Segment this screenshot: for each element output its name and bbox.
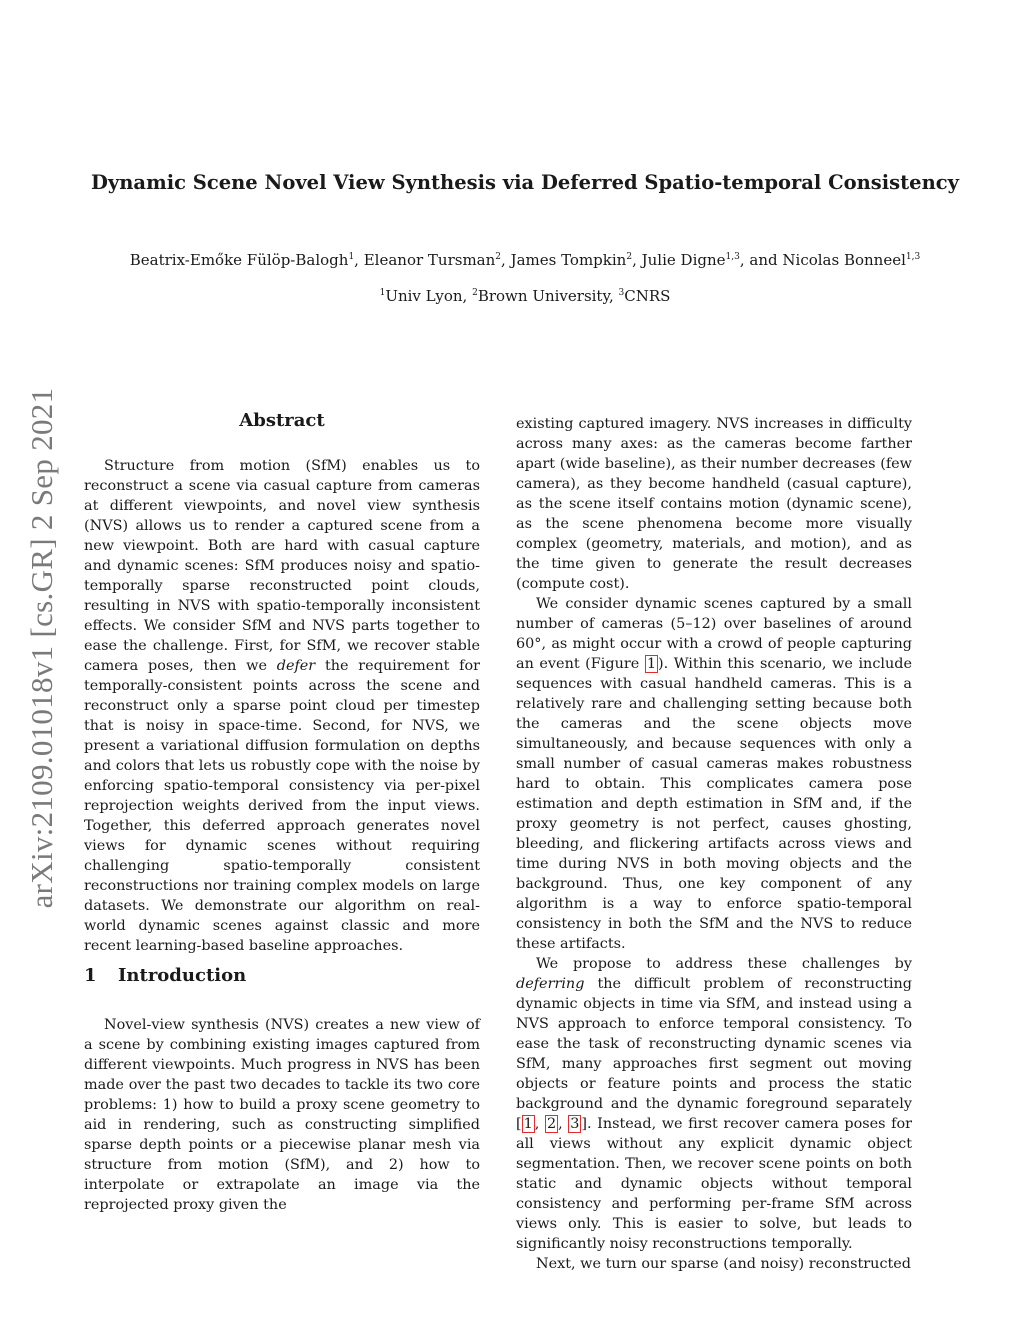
affiliation: Brown University: [477, 287, 609, 305]
citation-link[interactable]: 1: [523, 1116, 533, 1132]
intro-paragraph: Novel-view synthesis (NVS) creates a new view of a scene by combining existing images captured from different viewpoints. Much progress in NVS has been made over the past two decades to tackle its two core problems: 1) how to build a proxy scene geometry to aid in rendering, such as constructing simplified sparse depth points or a piecewise planar mesh via structure from motion (SfM), and 2) how to interpolate or extrapolate an image via the reprojected proxy given the: [84, 1017, 480, 1213]
intro-body-right: [516, 414, 912, 1274]
section-number: 1: [84, 965, 97, 986]
abstract-paragraph: [84, 456, 480, 956]
author-list: Beatrix-Emőke Fülöp-Balogh$^1$, Eleanor Tursman$^2$, James Tompkin$^2$, Julie Digne$^{1,3}$, and Nicolas Bonneel$^{1,3}$: [129, 251, 921, 269]
intro-text: ]. Instead, we first recover camera poses for all views without any explicit dynamic object segmentation. Then, we recover scene points on both static and dynamic objects without temporal consistency and performing per-frame SfM across views only. This is easier to solve, but leads to significantly noisy reconstructions temporally.: [516, 1116, 912, 1252]
author-name: Beatrix-Emőke Fülöp-Balogh: [129, 251, 349, 269]
citation-link[interactable]: 3: [570, 1116, 580, 1132]
figure-link[interactable]: 1: [646, 656, 656, 672]
section-heading-introduction: [84, 964, 246, 988]
intro-text: the difficult problem of reconstructing dynamic objects in time via SfM, and instead using a NVS approach to enforce temporal consistency. To ease the task of reconstructing dynamic scenes via SfM, many approaches first segment out moving objects or feature points and process the static background and the dynamic foreground separately [: [516, 976, 912, 1132]
author-name: Julie Digne: [641, 251, 726, 269]
intro-paragraph: [516, 594, 912, 954]
author-name: Nicolas Bonneel: [782, 251, 906, 269]
affiliation: CNRS: [624, 287, 671, 305]
intro-text: ). Within this scenario, we include sequences with casual handheld cameras. This is a relatively rare and challenging setting because both the cameras and the scene objects move simultaneously, and because sequences with only a small number of casual cameras makes robustness hard to obtain. This complicates camera pose estimation and depth estimation in SfM and, if the proxy geometry is not perfect, causes ghosting, bleeding, and flickering artifacts across views and time during NVS in both moving objects and the background. Thus, one key component of any algorithm is a way to enforce spatio-temporal consistency in both the SfM and the NVS to reduce these artifacts.: [516, 656, 912, 952]
affil-mark: 2: [472, 288, 478, 298]
arxiv-identifier-stamp: arXiv:2109.01018v1 [cs.GR] 2 Sep 2021: [24, 387, 59, 909]
abstract-emphasis: defer: [276, 658, 316, 674]
author-affil-mark: 2: [626, 252, 633, 262]
affiliation-list: $^1$Univ Lyon, $^2$Brown University, $^3$CNRS: [379, 287, 671, 305]
paper-title: Dynamic Scene Novel View Synthesis via Deferred Spatio-temporal Consistency: [91, 171, 959, 194]
intro-text: We consider dynamic scenes captured by a small number of cameras (5–12) over baselines of around 60°, as might occur with a crowd of people capturing an event (Figure: [516, 596, 912, 672]
affiliation: Univ Lyon: [385, 287, 463, 305]
intro-paragraph: existing captured imagery. NVS increases in difficulty across many axes: as the cameras become farther apart (wide baseline), as their number decreases (few camera), as they become handheld (casual capture), as the scene itself contains motion (dynamic scene), as the scene phenomena become more visually complex (geometry, materials, and motion), and as the time given to generate the result decreases (compute cost).: [516, 416, 912, 592]
intro-paragraph: We propose to address these challenges by deferring the difficult problem of reconstructing dynamic objects in time via SfM, and instead using a NVS approach to enforce temporal consistency. To ease the task of reconstructing dynamic scenes via SfM, many approaches first segment out moving objects or feature points and process the static background and the dynamic foreground separately [ 1 , 2 , 3 ]. Instead, we first recover camera poses for all views without any explicit dynamic object segmentation. Then, we recover scene points on both static and dynamic objects without temporal consistency and performing per-frame SfM across views only. This is easier to solve, but leads to significantly noisy reconstructions temporally.: [516, 956, 912, 1252]
affil-mark: 1: [379, 288, 386, 298]
abstract-text: the requirement for temporally-consistent points across the scene and reconstruct only a sparse point cloud per timestep that is noisy in space-time. Second, for NVS, we present a variational diffusion formulation on depths and colors that lets us robustly cope with the noise by enforcing spatio-temporal consistency via per-pixel reprojection weights derived from the input views. Together, this deferred approach generates novel views for dynamic scenes without requiring challenging spatio-temporally consistent reconstructions nor training complex models on large datasets. We demonstrate our algorithm on real-world dynamic scenes against classic and more recent learning-based baseline approaches.: [84, 658, 481, 954]
abstract-heading: Abstract: [239, 410, 325, 431]
section-title: Introduction: [118, 965, 247, 986]
intro-text: We propose to address these challenges by: [536, 956, 912, 972]
author-conjunction: and: [749, 251, 778, 269]
author-name: Eleanor Tursman: [363, 251, 496, 269]
abstract-body: [84, 456, 480, 956]
author-affil-mark: 2: [495, 252, 502, 262]
author-affil-mark: 1,3: [905, 252, 921, 262]
abstract-text: Structure from motion (SfM) enables us to reconstruct a scene via casual capture from cameras at different viewpoints, and novel view synthesis (NVS) allows us to render a captured scene from a new viewpoint. Both are hard with casual capture and dynamic scenes: SfM produces noisy and spatio-temporally sparse reconstructed point clouds, resulting in NVS with spatio-temporally inconsistent effects. We consider SfM and NVS parts together to ease the challenge. First, for SfM, we recover stable camera poses, then we: [84, 458, 480, 674]
affil-mark: 3: [618, 288, 625, 298]
intro-emphasis: deferring: [516, 976, 585, 992]
citation-link[interactable]: 2: [546, 1116, 557, 1132]
author-name: James Tompkin: [510, 251, 627, 269]
intro-paragraph: Next, we turn our sparse (and noisy) reconstructed: [536, 1256, 912, 1272]
author-affil-mark: 1: [348, 252, 355, 262]
intro-body-left: [84, 1015, 480, 1215]
author-affil-mark: 1,3: [725, 252, 740, 262]
